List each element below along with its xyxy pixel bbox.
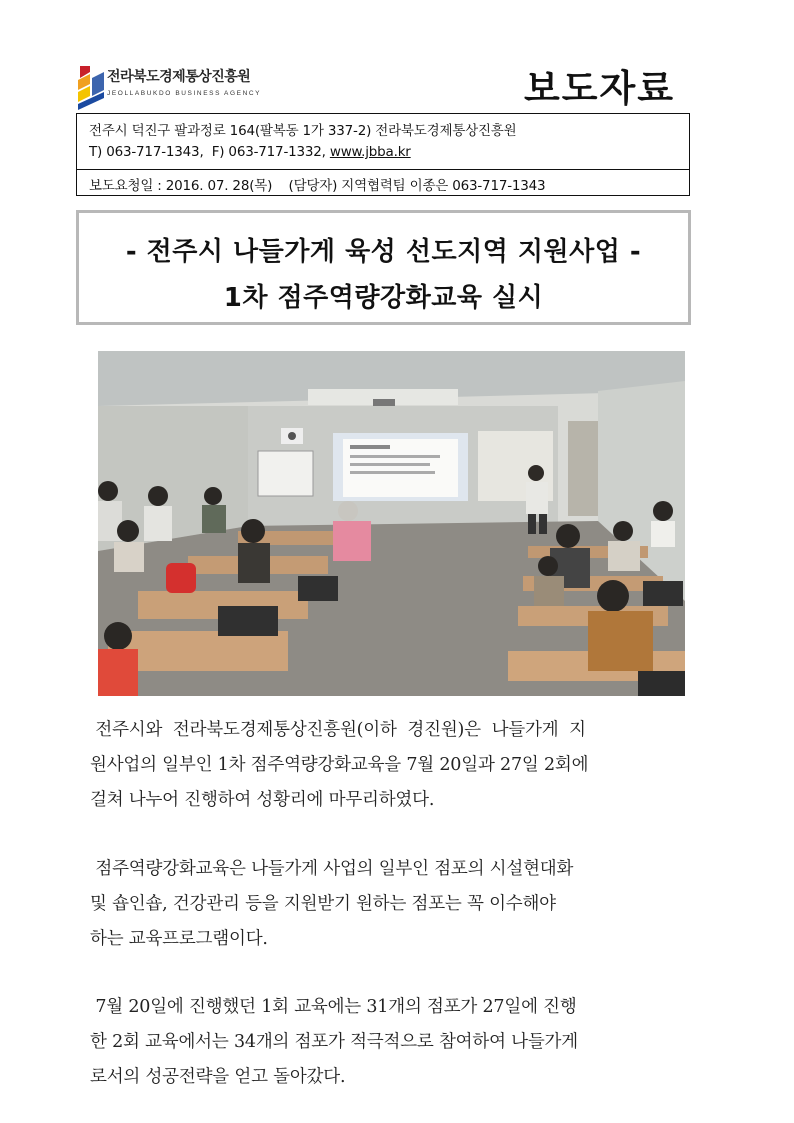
paragraph-line: 점주역량강화교육은 나들가게 사업의 일부인 점포의 시설현대화	[90, 859, 574, 879]
request-date-line: 보도요청일 : 2016. 07. 28(목) (담당자) 지역협력팀 이종은 063-717-1343	[89, 178, 546, 194]
contact-info-box	[76, 113, 690, 196]
headline-line-2: 1차 점주역량강화교육 실시	[223, 283, 544, 313]
paragraph-line: 로서의 성공전략을 얻고 돌아갔다.	[90, 1067, 346, 1087]
contact-line	[89, 144, 411, 160]
paragraph-line: 원사업의 일부인 1차 점주역량강화교육을 7월 20일과 27일 2회에	[90, 755, 589, 775]
document-type-title: 보도자료	[524, 67, 675, 110]
headline-line-1: - 전주시 나들가게 육성 선도지역 지원사업 -	[125, 237, 642, 267]
body-paragraph-1	[90, 713, 720, 818]
logo-org-name: 전라북도경제통상진흥원	[107, 69, 251, 85]
paragraph-line: 및 숍인숍, 건강관리 등을 지원받기 원하는 점포는 꼭 이수해야	[90, 894, 556, 914]
info-divider	[77, 169, 689, 170]
paragraph-line: 7월 20일에 진행했던 1회 교육에는 31개의 점포가 27일에 진행	[90, 997, 577, 1017]
paragraph-line: 한 2회 교육에서는 34개의 점포가 적극적으로 참여하여 나들가게	[90, 1032, 578, 1052]
agency-logo	[76, 64, 276, 112]
phone-fax: T) 063-717-1343, F) 063-717-1332,	[89, 144, 330, 160]
paragraph-line: 하는 교육프로그램이다.	[90, 929, 268, 949]
body-paragraph-2	[90, 852, 720, 957]
paragraph-line: 전주시와 전라북도경제통상진흥원(이하 경진원)은 나들가게 지	[90, 720, 586, 740]
logo-org-name-en: JEOLLABUKDO BUSINESS AGENCY	[107, 90, 262, 97]
agency-logo-icon	[76, 64, 106, 110]
website-link[interactable]: www.jbba.kr	[329, 144, 411, 160]
body-paragraph-3	[90, 990, 720, 1095]
address-line: 전주시 덕진구 팔과정로 164(팔복동 1가 337-2) 전라북도경제통상진흥원	[89, 123, 517, 139]
paragraph-line: 걸쳐 나누어 진행하여 성황리에 마무리하였다.	[90, 790, 435, 810]
training-session-photo	[98, 351, 685, 696]
headline-box	[76, 210, 691, 325]
